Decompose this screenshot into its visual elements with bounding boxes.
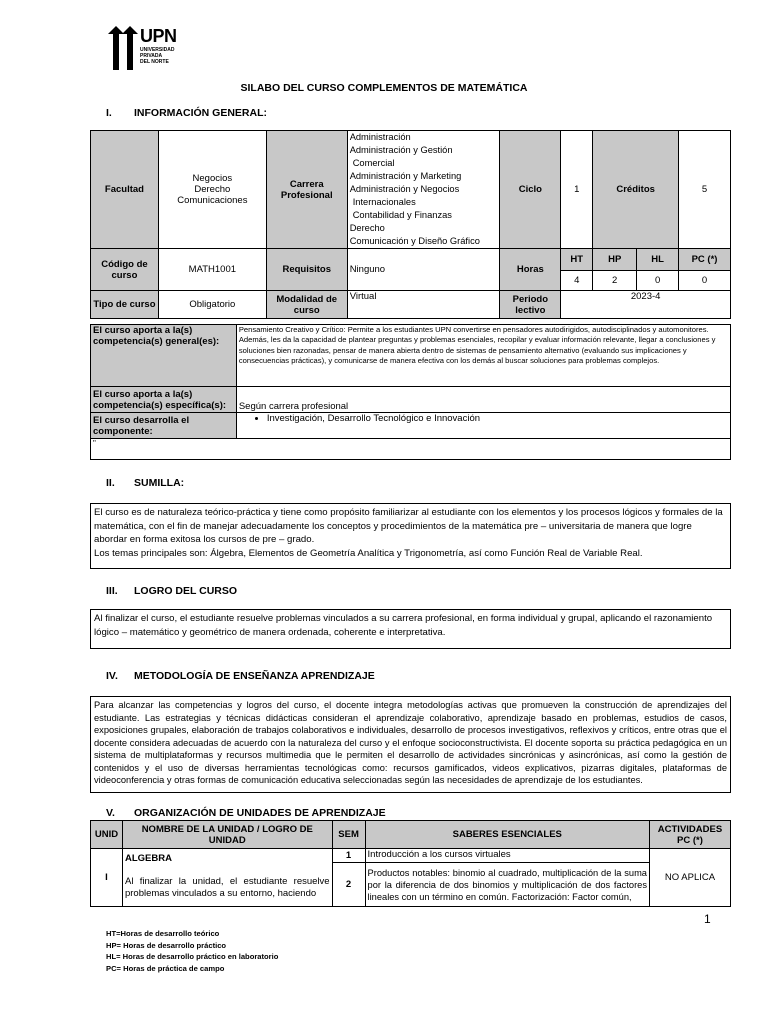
creditos-label: Créditos <box>593 131 679 249</box>
sumilla-p2: Los temas principales son: Álgebra, Elementos de Geometría Analítica y Trigonometría, así como Función Real de Variable Real. <box>94 547 643 559</box>
tipo-label: Tipo de curso <box>91 291 159 319</box>
logo-subtitle: UNIVERSIDAD PRIVADA DEL NORTE <box>140 47 175 65</box>
carrera-label: Carrera Profesional <box>266 131 347 249</box>
footnote-hl: HL= Horas de desarrollo práctico en laboratorio <box>106 952 279 961</box>
hl-value: 0 <box>637 271 679 291</box>
comp-especifica-label: El curso aporta a la(s) competencia(s) específica(s): <box>91 387 237 413</box>
comp-general-value: Pensamiento Creativo y Crítico: Permite a los estudiantes UPN convertirse en pensadores autodirigidos, autodisciplinados y automonitores. Además, les da la capacidad de plantear preguntas y problemas esenciales, recopilar y evaluar información relevante, llegar a conclusiones y soluciones bien razonadas, pensar de manera abierta dentro de sistemas de pensamiento alternativo (evaluando sus implicaciones y consecuencias prácticas), y comunicarse de manera efectiva con los demás al buscar soluciones para problemas complejos. <box>236 325 730 387</box>
modalidad-value: Virtual <box>347 291 500 319</box>
ht-header: HT <box>561 249 593 271</box>
creditos-value: 5 <box>679 131 731 249</box>
units-table <box>90 820 731 907</box>
header-sem: SEM <box>332 821 365 849</box>
actividad-value: NO APLICA <box>649 849 730 907</box>
horas-label: Horas <box>500 249 561 291</box>
componente-label: El curso desarrolla el componente: <box>91 413 237 439</box>
requisitos-label: Requisitos <box>266 249 347 291</box>
pc-header: PC (*) <box>679 249 731 271</box>
codigo-label: Código de curso <box>91 249 159 291</box>
footnote-ht: HT=Horas de desarrollo teórico <box>106 929 220 938</box>
ciclo-label: Ciclo <box>500 131 561 249</box>
section-1-heading: I. INFORMACIÓN GENERAL: <box>106 107 267 119</box>
carrera-value: Administración Administración y Gestión Comercial Administración y Marketing Administración y Negocios Internacionales Contabilidad y Finanzas Derecho Comunicación y Diseño Gráfico <box>347 131 500 249</box>
document-title: SILABO DEL CURSO COMPLEMENTOS DE MATEMÁTICA <box>240 82 528 94</box>
logo-name: UPN <box>140 26 177 46</box>
tipo-value: Obligatorio <box>158 291 266 319</box>
comp-especifica-value: Según carrera profesional <box>236 387 730 413</box>
footnote-hp: HP= Horas de desarrollo práctico <box>106 940 227 950</box>
footnotes <box>106 928 278 974</box>
unit-number: I <box>91 849 123 907</box>
unit-logro: Al finalizar la unidad, el estudiante resuelve problemas vinculados a su entorno, haciendo <box>124 876 330 899</box>
sem-2: 2 <box>332 863 365 907</box>
requisitos-value: Ninguno <box>347 249 500 291</box>
comp-general-label: El curso aporta a la(s) competencia(s) general(es): <box>91 325 237 387</box>
section-3-heading: III. LOGRO DEL CURSO <box>106 585 238 597</box>
periodo-label: Periodo lectivo <box>500 291 561 319</box>
header-nombre: NOMBRE DE LA UNIDAD / LOGRO DE UNIDAD <box>122 821 332 849</box>
hp-header: HP <box>593 249 637 271</box>
saber-2: Productos notables: binomio al cuadrado, multiplicación de la suma por la diferencia de dos binomios y multiplicación de dos factores lineales con un término en común. Factorización: Factor común, <box>365 863 649 907</box>
hp-value: 2 <box>593 271 637 291</box>
modalidad-label: Modalidad de curso <box>266 291 347 319</box>
ciclo-value: 1 <box>561 131 593 249</box>
upn-logo-icon <box>106 24 140 72</box>
saber-1: Introducción a los cursos virtuales <box>365 849 649 863</box>
footnote-pc: PC= Horas de práctica de campo <box>106 963 225 973</box>
general-info-table <box>90 130 731 319</box>
metodologia-box: Para alcanzar las competencias y logros del curso, el docente integra metodologías activas que promueven la construcción de aprendizajes del estudiante. Las estrategias y técnicas didácticas consideran el aprendizaje colaborativo, aprendizaje basado en problemas, estudios de casos, exposiciones grupales, elaboración de trabajos colaborativos e individuales, desarrollo de procesos investigativos, reflexivos y críticos, entre otras que el docente considera adecuadas de acuerdo con la naturaleza del curso y el enfoque socioconstructivista. El docente soporta su práctica pedagógica en un sistema de multiplataformas y recursos multimedia que le permiten el desarrollo de actividades sincrónicas y asincrónicas, así como la gestión de contenidos y el uso de diversas herramientas tecnológicas como: recursos gamificados, videos explicativos, pizarras digitales, plataformas de videoconferencia y otras formas de comunicación educativa seleccionadas según las necesidades de aprendizaje de los estudiantes. <box>90 696 731 793</box>
hl-header: HL <box>637 249 679 271</box>
sem-1: 1 <box>332 849 365 863</box>
codigo-value: MATH1001 <box>158 249 266 291</box>
header-unid: UNID <box>91 821 123 849</box>
page-number: 1 <box>704 912 711 926</box>
header-saberes: SABERES ESENCIALES <box>365 821 649 849</box>
facultad-label: Facultad <box>91 131 159 249</box>
ht-value: 4 <box>561 271 593 291</box>
unit-name: ALGEBRA <box>124 853 172 864</box>
section-5-heading: V. ORGANIZACIÓN DE UNIDADES DE APRENDIZAJE <box>106 807 386 819</box>
facultad-value: Negocios Derecho Comunicaciones <box>158 131 266 249</box>
logro-box: Al finalizar el curso, el estudiante resuelve problemas vinculados a su carrera profesional, en forma individual y grupal, aplicando el razonamiento lógico – matemático y geométrico de manera ordenada, coherente e interpretativa. <box>90 609 731 649</box>
periodo-value: 2023-4 <box>561 291 731 319</box>
pc-value: 0 <box>679 271 731 291</box>
section-2-heading: II. SUMILLA: <box>106 477 185 489</box>
header-actividades: ACTIVIDADES PC (*) <box>649 821 730 849</box>
sumilla-p1: El curso es de naturaleza teórico-práctica y tiene como propósito familiarizar al estudiante con los elementos y los procesos lógicos y formales de la matemática, con el fin de manejar adecuadamente los conceptos y procedimientos de la matemática pre – universitaria de manera que logre abordar en forma exitosa los cursos de pre – grado. <box>94 507 723 545</box>
componente-value: • Investigación, Desarrollo Tecnológico e Innovación <box>236 413 730 439</box>
unit-name-cell <box>122 849 332 907</box>
sumilla-box <box>90 503 731 569</box>
competencias-table <box>90 324 731 460</box>
section-4-heading: IV. METODOLOGÍA DE ENSEÑANZA APRENDIZAJE <box>106 670 375 682</box>
info-note: " <box>91 439 731 460</box>
